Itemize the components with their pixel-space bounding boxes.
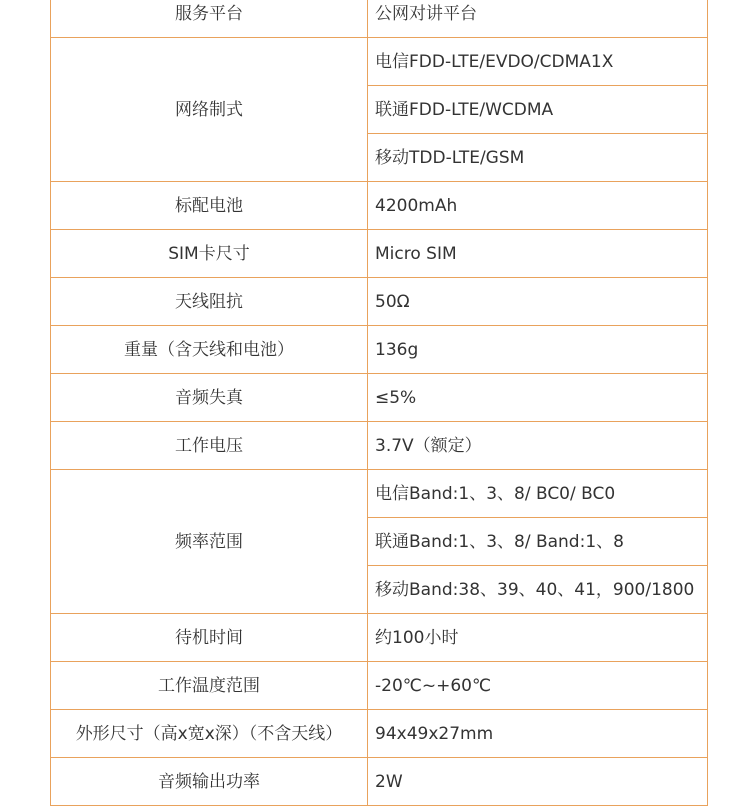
- spec-param-label: 标配电池: [51, 182, 368, 230]
- spec-value: 136g: [368, 326, 708, 374]
- spec-row: [51, 0, 708, 38]
- spec-param-label: 音频失真: [51, 374, 368, 422]
- spec-value: 50Ω: [368, 278, 708, 326]
- spec-row: [51, 374, 708, 422]
- spec-param-label: 天线阻抗: [51, 278, 368, 326]
- spec-row: [51, 662, 708, 710]
- spec-row: [51, 614, 708, 662]
- spec-value: 联通Band:1、3、8/ Band:1、8: [368, 518, 708, 566]
- spec-value: 94x49x27mm: [368, 710, 708, 758]
- spec-param-label: 音频输出功率: [51, 758, 368, 806]
- spec-value: 3.7V（额定）: [368, 422, 708, 470]
- spec-param-label: 外形尺寸（高x宽x深）（不含天线）: [51, 710, 368, 758]
- spec-value: 约100小时: [368, 614, 708, 662]
- spec-param-label: 网络制式: [51, 38, 368, 182]
- spec-row: [51, 326, 708, 374]
- spec-param-label: SIM卡尺寸: [51, 230, 368, 278]
- spec-value: ≤5%: [368, 374, 708, 422]
- spec-row: [51, 710, 708, 758]
- spec-value: 移动TDD-LTE/GSM: [368, 134, 708, 182]
- spec-param-label: 工作电压: [51, 422, 368, 470]
- spec-row: [51, 422, 708, 470]
- spec-row: [51, 278, 708, 326]
- spec-value: 公网对讲平台: [368, 0, 708, 38]
- spec-value: 4200mAh: [368, 182, 708, 230]
- spec-value: -20℃~+60℃: [368, 662, 708, 710]
- spec-value: 移动Band:38、39、40、41，900/1800: [368, 566, 708, 614]
- spec-table: [50, 0, 708, 806]
- spec-row: [51, 182, 708, 230]
- spec-value: 2W: [368, 758, 708, 806]
- spec-row: [51, 470, 708, 518]
- spec-table-body: [51, 0, 708, 806]
- spec-param-label: 工作温度范围: [51, 662, 368, 710]
- spec-value: 联通FDD-LTE/WCDMA: [368, 86, 708, 134]
- spec-value: 电信FDD-LTE/EVDO/CDMA1X: [368, 38, 708, 86]
- spec-param-label: 频率范围: [51, 470, 368, 614]
- spec-param-label: 服务平台: [51, 0, 368, 38]
- spec-row: [51, 38, 708, 86]
- spec-param-label: 重量（含天线和电池）: [51, 326, 368, 374]
- spec-row: [51, 758, 708, 806]
- spec-value: Micro SIM: [368, 230, 708, 278]
- spec-param-label: 待机时间: [51, 614, 368, 662]
- spec-value: 电信Band:1、3、8/ BC0/ BC0: [368, 470, 708, 518]
- spec-row: [51, 230, 708, 278]
